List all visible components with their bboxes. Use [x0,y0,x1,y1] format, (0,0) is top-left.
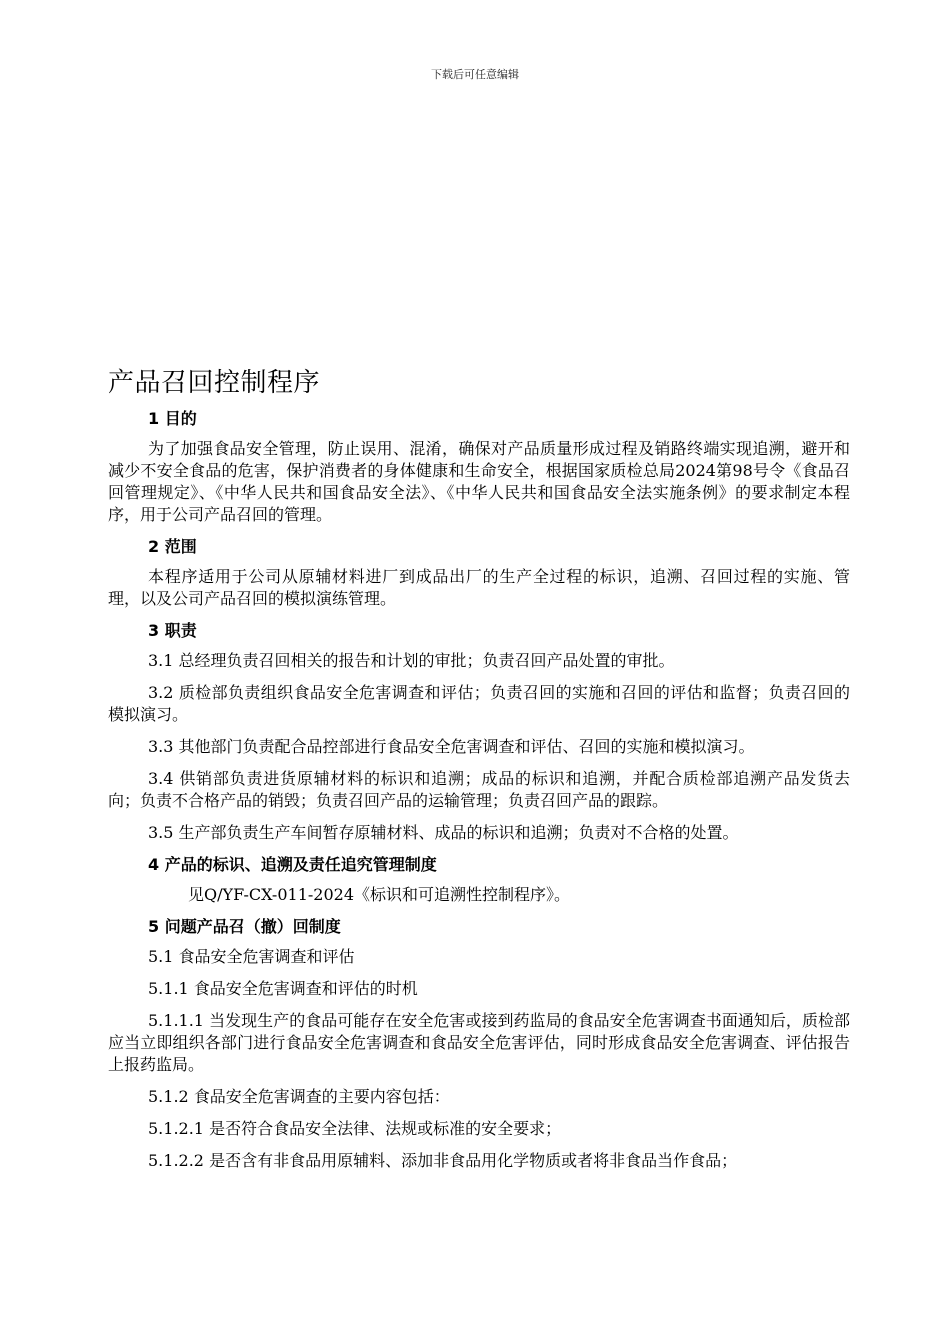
paragraph-3-2: 3.2 质检部负责组织食品安全危害调查和评估；负责召回的实施和召回的评估和监督；负责召回的模拟演习。 [108,683,850,724]
page-header-note: 下载后可任意编辑 [431,68,519,81]
section-heading-traceability: 4 产品的标识、追溯及责任追究管理制度 [148,855,437,874]
paragraph-5-1-1-1: 5.1.1.1 当发现生产的食品可能存在安全危害或接到药监局的食品安全危害调查书面通知后，质检部应当立即组织各部门进行食品安全危害调查和食品安全危害评估，同时形成食品安全危害调查、评估报告上报药监局。 [108,1011,850,1074]
document-body [108,408,850,1182]
section-heading-scope: 2 范围 [148,537,197,556]
document-title: 产品召回控制程序 [108,368,321,398]
paragraph-5-1-1: 5.1.1 食品安全危害调查和评估的时机 [148,979,418,998]
section-heading-recall-system: 5 问题产品召（撤）回制度 [148,917,341,936]
section-heading-purpose: 1 目的 [148,409,197,428]
paragraph-scope: 本程序适用于公司从原辅材料进厂到成品出厂的生产全过程的标识，追溯、召回过程的实施、管理，以及公司产品召回的模拟演练管理。 [108,567,850,608]
paragraph-reference: 见Q/YF-CX-011-2024《标识和可追溯性控制程序》。 [188,885,570,904]
section-heading-responsibilities: 3 职责 [148,621,197,640]
paragraph-5-1: 5.1 食品安全危害调查和评估 [148,947,355,966]
paragraph-5-1-2-1: 5.1.2.1 是否符合食品安全法律、法规或标准的安全要求； [148,1119,562,1138]
paragraph-3-1: 3.1 总经理负责召回相关的报告和计划的审批；负责召回产品处置的审批。 [148,651,675,670]
paragraph-purpose: 为了加强食品安全管理，防止误用、混淆，确保对产品质量形成过程及销路终端实现追溯，避开和减少不安全食品的危害，保护消费者的身体健康和生命安全，根据国家质检总局2024第98号令《食品召回管理规定》、《中华人民共和国食品安全法》、《中华人民共和国食品安全法实施条例》的要求制定本程序，用于公司产品召回的管理。 [108,439,850,524]
paragraph-5-1-2-2: 5.1.2.2 是否含有非食品用原辅料、添加非食品用化学物质或者将非食品当作食品； [148,1151,738,1170]
paragraph-3-4: 3.4 供销部负责进货原辅材料的标识和追溯；成品的标识和追溯，并配合质检部追溯产品发货去向；负责不合格产品的销毁；负责召回产品的运输管理；负责召回产品的跟踪。 [108,769,850,810]
paragraph-5-1-2: 5.1.2 食品安全危害调查的主要内容包括： [148,1087,450,1106]
paragraph-3-3: 3.3 其他部门负责配合品控部进行食品安全危害调查和评估、召回的实施和模拟演习。 [148,737,755,756]
paragraph-3-5: 3.5 生产部负责生产车间暂存原辅材料、成品的标识和追溯；负责对不合格的处置。 [148,823,739,842]
